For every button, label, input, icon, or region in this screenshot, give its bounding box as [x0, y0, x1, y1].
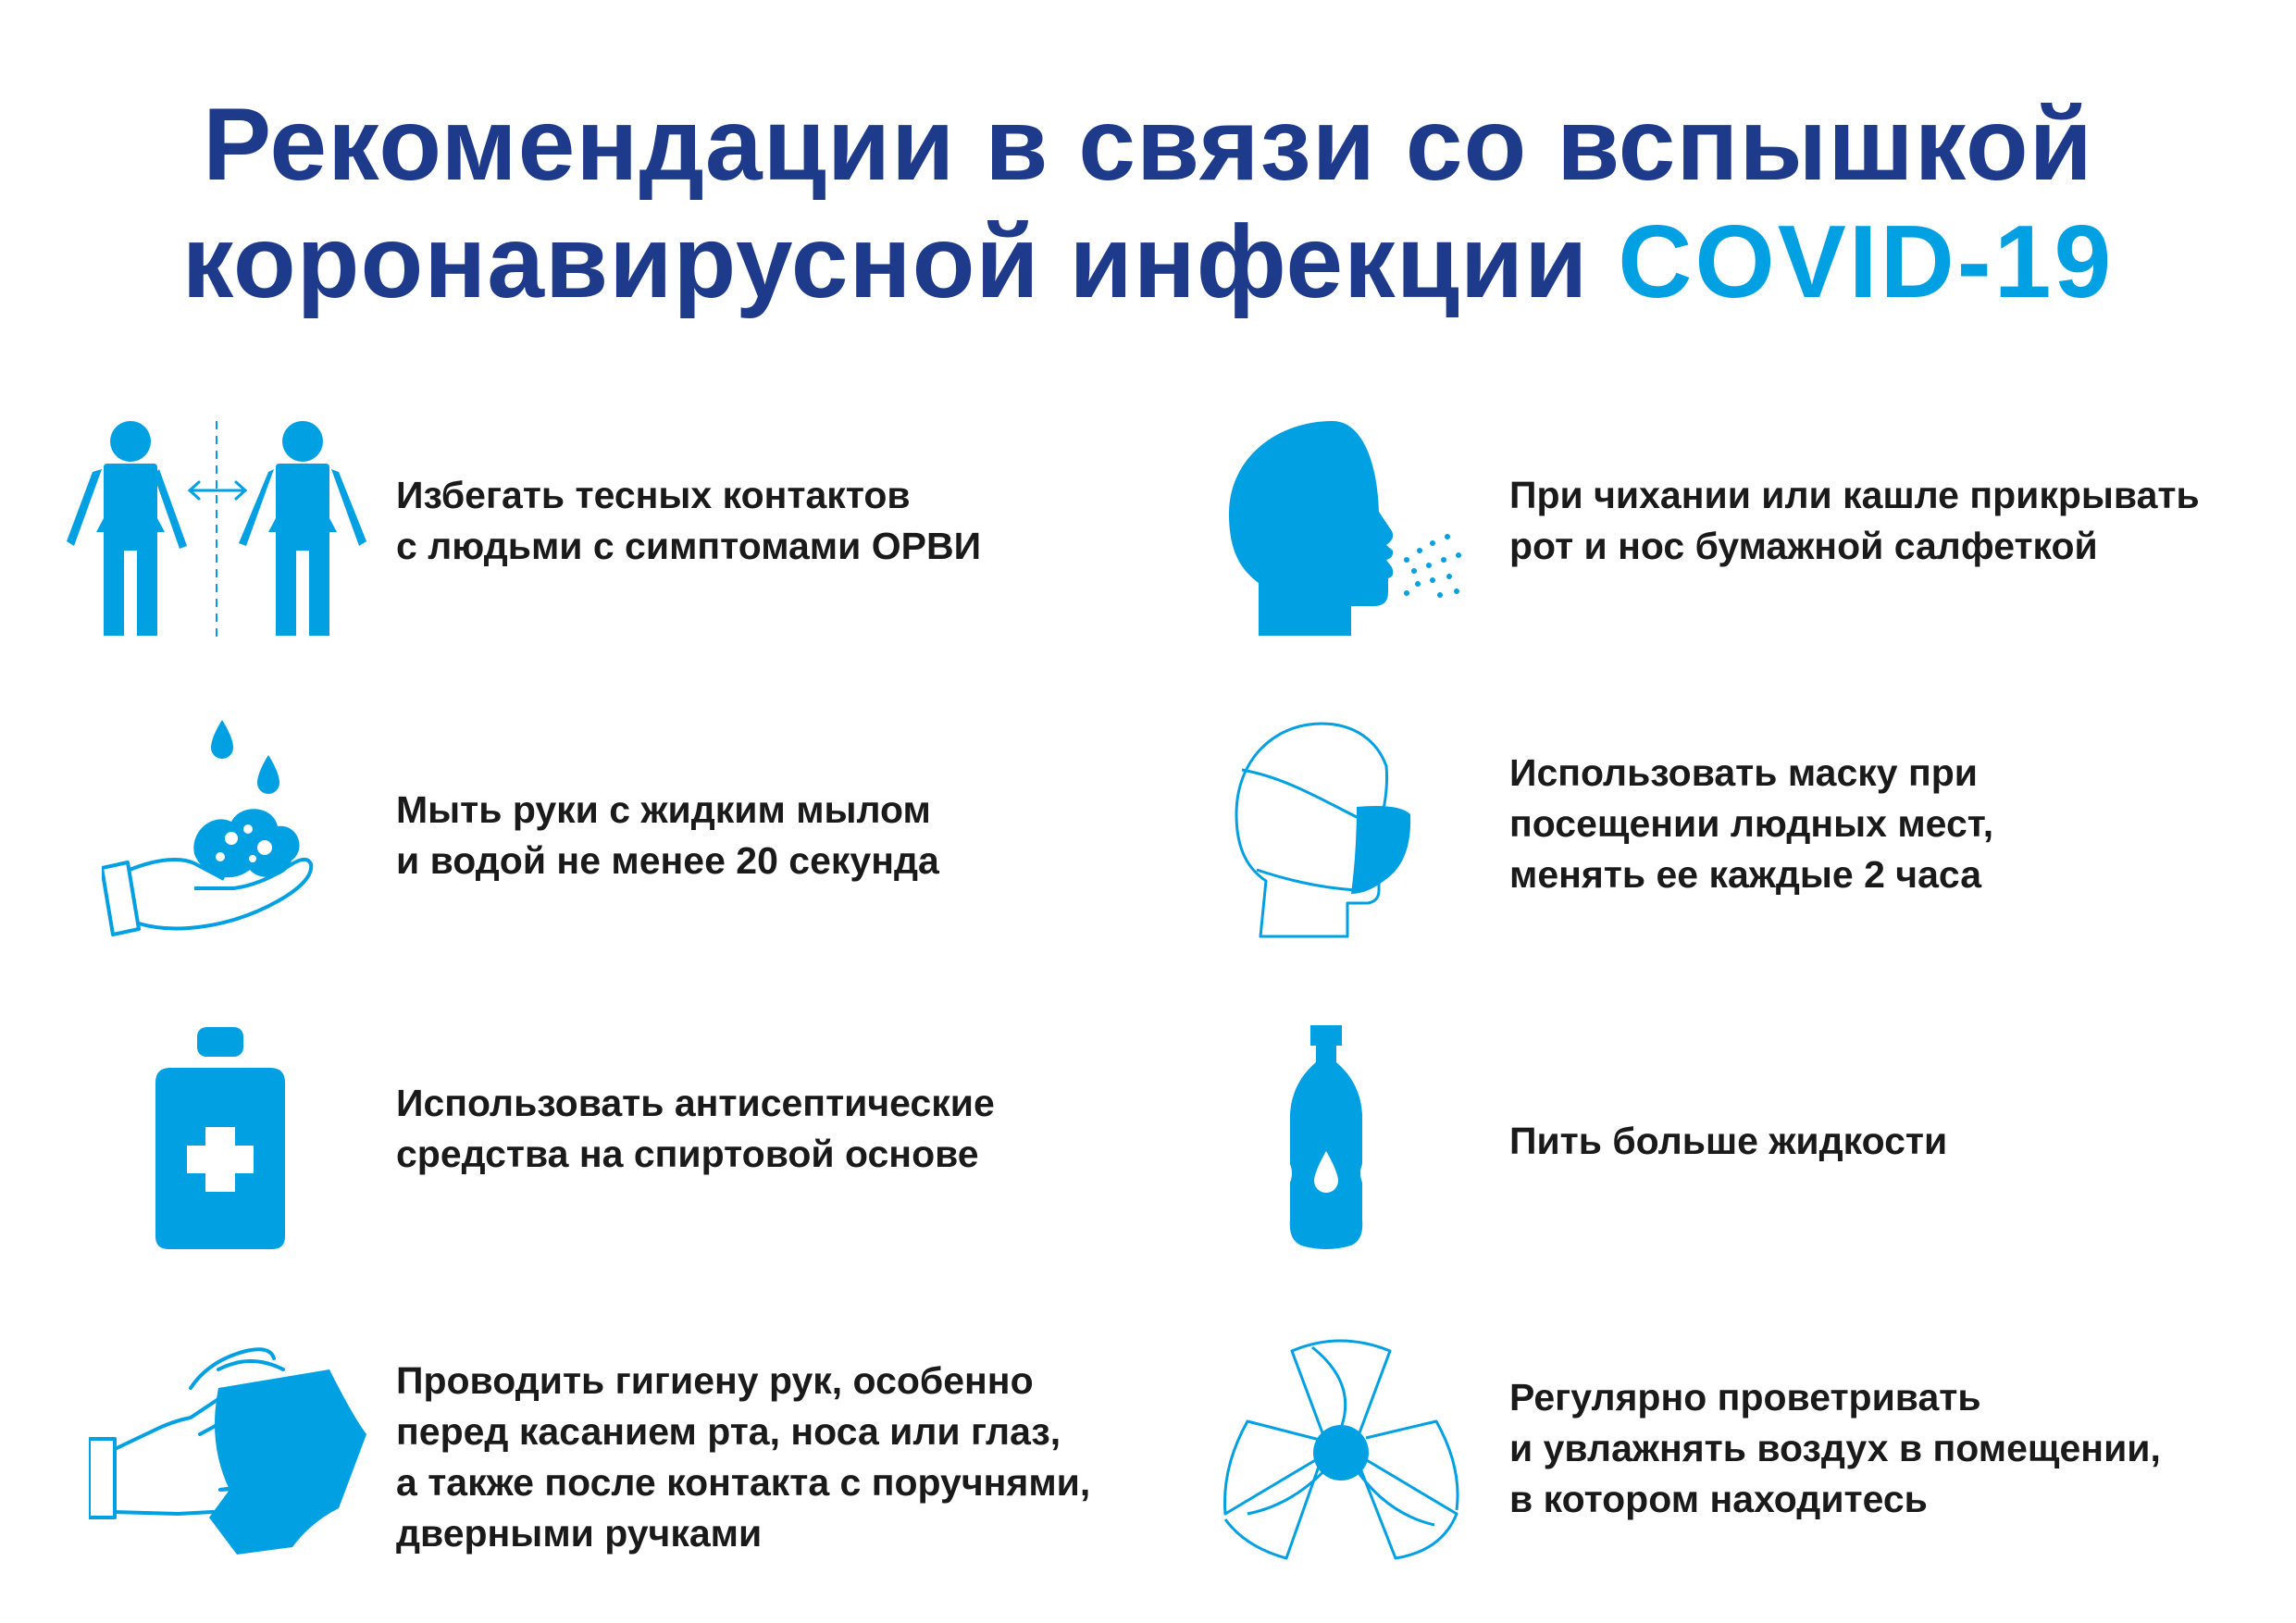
page-title: Рекомендации в связи со вспышкой	[203, 87, 2093, 202]
hand-hygiene-icon	[89, 1332, 366, 1559]
water-bottle-icon	[1285, 1025, 1368, 1249]
ventilation-fan-icon	[1220, 1329, 1462, 1562]
tip-cover-mouth: При чихании или кашле прикрывать рот и нос бумажной салфеткой	[1509, 474, 2200, 567]
tip-ventilate: Регулярно проветривать и увлажнять воздух в помещении, в котором находитесь	[1509, 1376, 2161, 1520]
face-mask-icon	[1229, 722, 1423, 944]
tip-wash-hands: Мыть руки с жидким мылом и водой не менее 20 секунда	[396, 788, 939, 882]
tip-hand-hygiene: Проводить гигиену рук, особенно перед касанием рта, носа или глаз, а также после контакта с поручнями, дверными ручками	[396, 1359, 1091, 1555]
people-distance-icon	[65, 421, 370, 643]
page-subtitle	[0, 204, 2296, 319]
tip-wear-mask: Использовать маску при посещении людных мест, менять ее каждые 2 часа	[1509, 751, 1994, 896]
antiseptic-bottle-icon	[146, 1027, 294, 1249]
handwash-icon	[102, 720, 324, 942]
subtitle-text: коронавирусной инфекции	[181, 204, 1589, 319]
sneeze-head-icon	[1222, 421, 1462, 638]
tip-use-antiseptic: Использовать антисептические средства на спиртовой основе	[396, 1082, 995, 1175]
tip-avoid-contacts: Избегать тесных контактов с людьми с симптомами ОРВИ	[396, 474, 982, 567]
tip-drink-fluids: Пить больше жидкости	[1509, 1120, 1948, 1162]
covid-label: COVID-19	[1618, 204, 2115, 319]
